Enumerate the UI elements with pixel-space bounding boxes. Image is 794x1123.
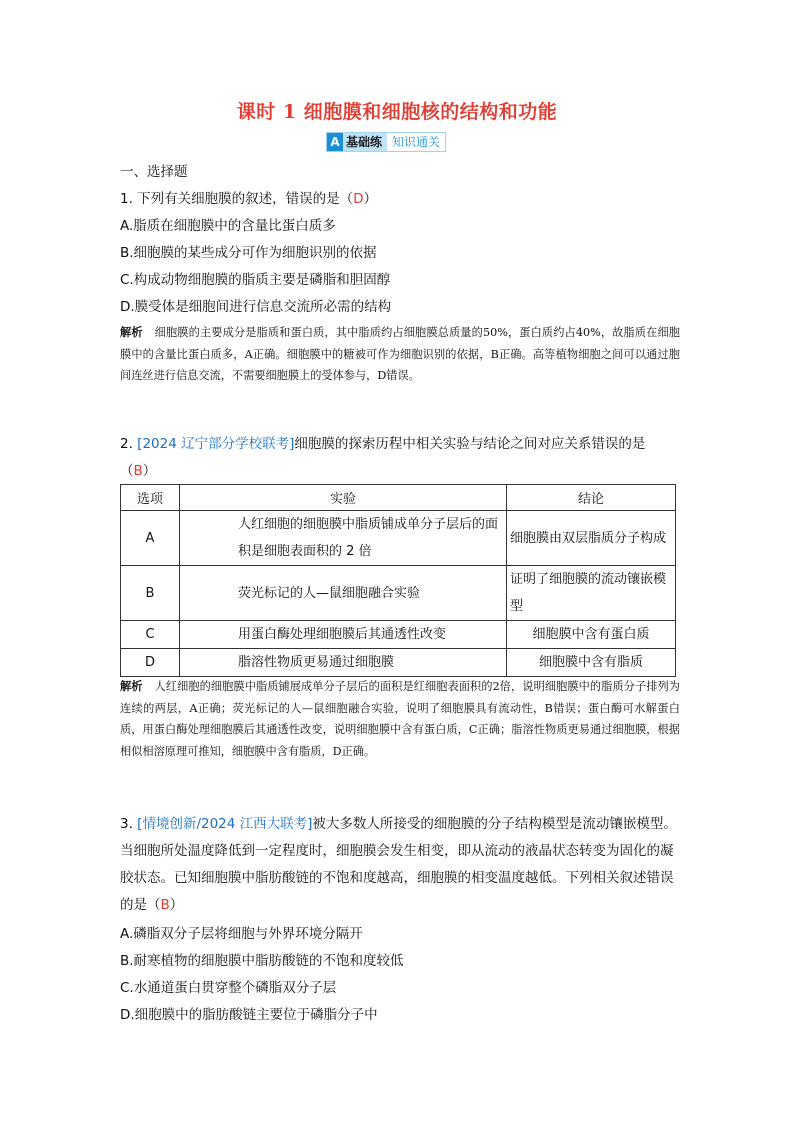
table-cell-conclusion: 细胞膜中含有脂质	[507, 649, 676, 677]
q3-stem: 3. [情境创新/2024 江西大联考]被大多数人所接受的细胞膜的分子结构模型是流动镶嵌模型。当细胞所处温度降低到一定程度时，细胞膜会发生相变，即从流动的液晶状态转变为固化的凝胶状态。已知细胞膜中脂肪酸链的不饱和度越高，细胞膜的相变温度越低。下列相关叙述错误的是（B）	[120, 816, 677, 913]
table-cell-experiment: 脂溶性物质更易通过细胞膜	[180, 649, 507, 677]
table-row	[121, 649, 676, 677]
table-cell-conclusion: 细胞膜中含有蛋白质	[507, 621, 676, 649]
table-header-conclusion: 结论	[507, 485, 676, 511]
q2-answer: B	[133, 463, 143, 479]
analysis-label: 解析	[120, 326, 143, 339]
table-header-row	[121, 485, 676, 511]
q1-option-b: B.细胞膜的某些成分可作为细胞识别的依据	[120, 245, 377, 261]
table-cell-option: C	[121, 621, 180, 649]
badge-sub-label: 知识通关	[387, 133, 445, 151]
badge-letter: A	[327, 133, 343, 151]
q1-answer: D	[353, 191, 364, 207]
q3-answer: B	[160, 897, 170, 913]
table-cell-option: A	[121, 511, 180, 566]
q1-analysis: 解析 细胞膜的主要成分是脂质和蛋白质，其中脂质约占细胞膜总质量的50%，蛋白质约占40%，故脂质在细胞膜中的含量比蛋白质多，A正确。细胞膜中的糖被可作为细胞识别的依据，B正确。高等植物细胞之间可以通过胞间连丝进行信息交流，不需要细胞膜上的受体参与，D错误。	[120, 326, 680, 383]
q1-stem: 1. 下列有关细胞膜的叙述，错误的是（D）	[120, 191, 378, 207]
table-cell-experiment: 用蛋白酶处理细胞膜后其通透性改变	[180, 621, 507, 649]
page-title: 课时 1 细胞膜和细胞核的结构和功能	[236, 101, 558, 123]
table-cell-experiment: 荧光标记的人—鼠细胞融合实验	[180, 566, 507, 621]
q1-option-d: D.膜受体是细胞间进行信息交流所必需的结构	[120, 299, 392, 315]
table-row	[121, 566, 676, 621]
level-badge	[326, 132, 446, 152]
q3-source: [情境创新/2024 江西大联考]	[137, 816, 313, 832]
table-cell-option: D	[121, 649, 180, 677]
q1-option-c: C.构成动物细胞膜的脂质主要是磷脂和胆固醇	[120, 272, 391, 288]
table-cell-experiment: 人红细胞的细胞膜中脂质铺成单分子层后的面积是细胞表面积的 2 倍	[180, 511, 507, 566]
q3-option-c: C.水通道蛋白贯穿整个磷脂双分子层	[120, 980, 337, 996]
table-header-experiment: 实验	[180, 485, 507, 511]
q3-option-b: B.耐寒植物的细胞膜中脂肪酸链的不饱和度较低	[120, 953, 404, 969]
badge-main-label: 基础练	[343, 133, 387, 151]
table-cell-conclusion: 证明了细胞膜的流动镶嵌模型	[507, 566, 676, 621]
table-cell-option: B	[121, 566, 180, 621]
table-cell-conclusion: 细胞膜由双层脂质分子构成	[507, 511, 676, 566]
table-row	[121, 621, 676, 649]
q2-answer-line: （B）	[120, 463, 157, 479]
q2-stem: 2. [2024 辽宁部分学校联考]细胞膜的探索历程中相关实验与结论之间对应关系错误的是	[120, 436, 646, 452]
section-heading: 一、选择题	[120, 164, 188, 180]
table-row	[121, 511, 676, 566]
q2-source: [2024 辽宁部分学校联考]	[137, 436, 295, 452]
q1-option-a: A.脂质在细胞膜中的含量比蛋白质多	[120, 218, 336, 234]
analysis-label: 解析	[120, 680, 143, 693]
q3-option-d: D.细胞膜中的脂肪酸链主要位于磷脂分子中	[120, 1007, 378, 1023]
q2-table	[120, 484, 676, 677]
q3-option-a: A.磷脂双分子层将细胞与外界环境分隔开	[120, 926, 363, 942]
q2-analysis: 解析 人红细胞的细胞膜中脂质铺展成单分子层后的面积是红细胞表面积的2倍，说明细胞膜中的脂质分子排列为连续的两层，A正确；荧光标记的人—鼠细胞融合实验，说明了细胞膜具有流动性，B错误；蛋白酶可水解蛋白质，用蛋白酶处理细胞膜后其通透性改变，说明细胞膜中含有蛋白质，C正确；脂溶性物质更易通过细胞膜，根据相似相溶原理可推知，细胞膜中含有脂质，D正确。	[120, 680, 680, 759]
table-header-option: 选项	[121, 485, 180, 511]
